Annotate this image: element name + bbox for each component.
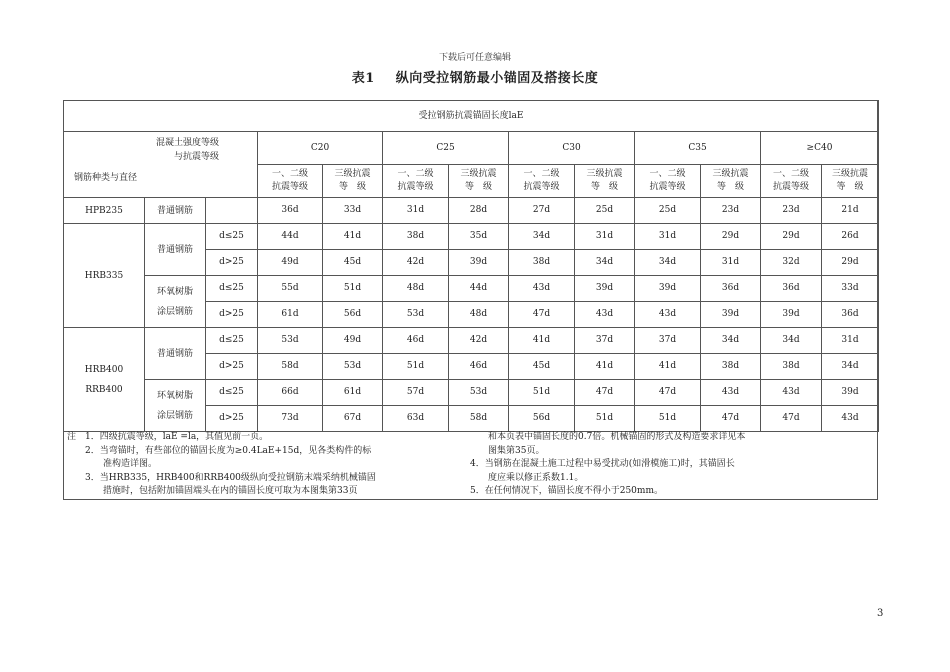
anchorage-value: 45d	[323, 250, 383, 276]
anchorage-value: 67d	[323, 406, 383, 432]
anchorage-value: 47d	[701, 406, 761, 432]
seismic-label-line: 三级抗震	[460, 169, 497, 179]
grade-c20: C20	[258, 132, 383, 165]
anchorage-value: 36d	[701, 276, 761, 302]
anchorage-value: 56d	[509, 406, 575, 432]
anchorage-value: 43d	[635, 302, 701, 328]
grade-c25: C25	[383, 132, 509, 165]
anchorage-value: 43d	[822, 406, 879, 432]
anchorage-value: 38d	[761, 354, 822, 380]
diameter-range: d>25	[206, 406, 258, 432]
diameter-range: d≤25	[206, 276, 258, 302]
seismic-label-line: 一、二级	[271, 169, 308, 179]
note-line: 5．在任何情况下，锚固长度不得小于250mm。	[470, 486, 663, 496]
anchorage-value: 31d	[575, 224, 635, 250]
note-line: 注 1．四级抗震等级，laE =la，其值见前一页。	[67, 432, 269, 442]
diameter-range: d>25	[206, 302, 258, 328]
note-line: 准构造详图。	[67, 459, 158, 469]
seismic-label-line: 等 级	[338, 182, 366, 192]
seismic-label-line: 抗震等级	[271, 182, 308, 192]
table-number: 表1	[351, 71, 375, 86]
anchorage-value: 25d	[635, 198, 701, 224]
anchorage-value: 31d	[822, 328, 879, 354]
diameter-range: d≤25	[206, 328, 258, 354]
header-note: 下载后可任意编辑	[438, 53, 511, 63]
anchorage-value: 47d	[635, 380, 701, 406]
anchorage-value: 42d	[449, 328, 509, 354]
note-line: 4．当钢筋在混凝土施工过程中易受扰动(如滑模施工)时，其锚固长	[470, 459, 735, 469]
seismic-label-line: 等 级	[836, 182, 864, 192]
steel-grade-line: RRB400	[85, 384, 123, 395]
diameter-range: d≤25	[206, 380, 258, 406]
steel-grade-line: HRB400	[84, 364, 124, 375]
anchorage-value: 61d	[323, 380, 383, 406]
rebar-type: 普通钢筋	[145, 328, 206, 380]
anchorage-value: 28d	[449, 198, 509, 224]
anchorage-value: 53d	[449, 380, 509, 406]
note-line: 图集第35页。	[470, 445, 545, 456]
seismic-label-line: 抗震等级	[772, 182, 809, 192]
table-title-text: 纵向受拉钢筋最小锚固及搭接长度	[395, 71, 599, 86]
anchorage-value: 35d	[449, 224, 509, 250]
anchorage-value: 29d	[822, 250, 879, 276]
anchorage-value: 42d	[383, 250, 449, 276]
anchorage-value: 36d	[258, 198, 323, 224]
seismic-label-line: 三级抗震	[334, 169, 371, 179]
anchorage-value: 63d	[383, 406, 449, 432]
corner-line-2: 与抗震等级	[174, 152, 220, 162]
anchorage-value: 33d	[323, 198, 383, 224]
anchorage-value: 21d	[822, 198, 879, 224]
anchorage-value: 53d	[258, 328, 323, 354]
anchorage-value: 31d	[635, 224, 701, 250]
anchorage-value: 58d	[449, 406, 509, 432]
anchorage-value: 51d	[323, 276, 383, 302]
grade-c30: C30	[509, 132, 635, 165]
steel-grade: HPB235	[64, 198, 145, 224]
anchorage-value: 51d	[575, 406, 635, 432]
anchorage-value: 47d	[761, 406, 822, 432]
anchorage-value: 47d	[509, 302, 575, 328]
anchorage-value: 38d	[383, 224, 449, 250]
anchorage-value: 23d	[761, 198, 822, 224]
diameter-range: d>25	[206, 354, 258, 380]
anchorage-value: 38d	[509, 250, 575, 276]
anchorage-value: 34d	[701, 328, 761, 354]
anchorage-value: 33d	[822, 276, 879, 302]
anchorage-value: 27d	[509, 198, 575, 224]
anchorage-value: 41d	[323, 224, 383, 250]
seismic-label-line: 一、二级	[772, 169, 809, 179]
anchorage-value: 46d	[449, 354, 509, 380]
anchorage-value: 45d	[509, 354, 575, 380]
anchorage-value: 34d	[822, 354, 879, 380]
anchorage-value: 34d	[575, 250, 635, 276]
anchorage-value: 49d	[323, 328, 383, 354]
anchorage-value: 48d	[449, 302, 509, 328]
seismic-label-line: 一、二级	[523, 169, 560, 179]
anchorage-value: 46d	[383, 328, 449, 354]
anchorage-value: 51d	[509, 380, 575, 406]
rebar-type-line: 涂层钢筋	[156, 306, 193, 317]
diameter-range: d>25	[206, 250, 258, 276]
seismic-label-line: 抗震等级	[649, 182, 686, 192]
anchorage-value: 29d	[761, 224, 822, 250]
anchorage-value: 39d	[701, 302, 761, 328]
anchorage-value: 48d	[383, 276, 449, 302]
table-frame	[63, 100, 878, 500]
anchorage-value: 41d	[575, 354, 635, 380]
anchorage-value: 47d	[575, 380, 635, 406]
anchorage-value: 49d	[258, 250, 323, 276]
anchorage-value: 37d	[635, 328, 701, 354]
seismic-label-line: 一、二级	[649, 169, 686, 179]
rebar-type: 普通钢筋	[145, 198, 206, 224]
anchorage-value: 43d	[575, 302, 635, 328]
seismic-label-line: 三级抗震	[586, 169, 623, 179]
anchorage-value: 57d	[383, 380, 449, 406]
steel-grade: HRB335	[64, 224, 145, 328]
rebar-type-line: 涂层钢筋	[156, 410, 193, 421]
anchorage-value: 39d	[761, 302, 822, 328]
anchorage-value: 32d	[761, 250, 822, 276]
anchorage-value: 25d	[575, 198, 635, 224]
anchorage-value: 39d	[575, 276, 635, 302]
diameter-range: d≤25	[206, 224, 258, 250]
seismic-label-line: 等 级	[590, 182, 618, 192]
grade-c40: ≥C40	[761, 132, 879, 165]
anchorage-value: 56d	[323, 302, 383, 328]
note-line: 度应乘以修正系数1.1。	[470, 472, 584, 483]
anchorage-value: 41d	[509, 328, 575, 354]
grade-c35: C35	[635, 132, 761, 165]
seismic-label-line: 三级抗震	[712, 169, 749, 179]
anchorage-value: 44d	[258, 224, 323, 250]
span-title: 受拉钢筋抗震锚固长度laE	[64, 101, 879, 132]
seismic-label-line: 一、二级	[397, 169, 434, 179]
anchorage-value: 43d	[701, 380, 761, 406]
rebar-type-line: 环氧树脂	[156, 390, 193, 401]
anchorage-value: 26d	[822, 224, 879, 250]
note-line: 2．当弯锚时，有些部位的锚固长度为≥0.4LaE+15d，见各类构件的标	[67, 445, 372, 456]
anchorage-value: 51d	[635, 406, 701, 432]
anchorage-value: 29d	[701, 224, 761, 250]
corner-line-3: 钢筋种类与直径	[74, 173, 138, 183]
rebar-type: 普通钢筋	[145, 224, 206, 276]
note-line: 和本页表中锚固长度的0.7倍。机械锚固的形式及构造要求详见本	[470, 432, 746, 442]
anchorage-value: 39d	[449, 250, 509, 276]
anchorage-value: 34d	[635, 250, 701, 276]
seismic-label-line: 等 级	[464, 182, 492, 192]
anchorage-value: 53d	[383, 302, 449, 328]
anchorage-value: 53d	[323, 354, 383, 380]
anchorage-value: 66d	[258, 380, 323, 406]
corner-line-1: 混凝土强度等级	[156, 138, 220, 148]
anchorage-value: 39d	[635, 276, 701, 302]
note-line: 3．当HRB335，HRB400和RRB400级纵向受拉钢筋末端采纳机械锚固	[67, 472, 376, 483]
seismic-label-line: 抗震等级	[523, 182, 560, 192]
anchorage-value: 44d	[449, 276, 509, 302]
anchorage-value: 38d	[701, 354, 761, 380]
anchorage-value: 61d	[258, 302, 323, 328]
note-line: 措施时，包括附加锚固端头在内的锚固长度可取为本图集第33页	[67, 486, 358, 496]
page-number: 3	[877, 608, 884, 619]
anchorage-value: 23d	[701, 198, 761, 224]
anchorage-value: 31d	[701, 250, 761, 276]
anchorage-value: 34d	[509, 224, 575, 250]
anchorage-value: 55d	[258, 276, 323, 302]
seismic-label-line: 等 级	[716, 182, 744, 192]
anchorage-value: 51d	[383, 354, 449, 380]
anchorage-value: 39d	[822, 380, 879, 406]
anchorage-value: 31d	[383, 198, 449, 224]
anchorage-value: 43d	[761, 380, 822, 406]
anchorage-value: 37d	[575, 328, 635, 354]
seismic-label-line: 抗震等级	[397, 182, 434, 192]
anchorage-value: 43d	[509, 276, 575, 302]
anchorage-value: 58d	[258, 354, 323, 380]
rebar-type-line: 环氧树脂	[156, 286, 193, 297]
table-title	[0, 67, 950, 86]
seismic-label-line: 三级抗震	[831, 169, 868, 179]
anchorage-value: 36d	[822, 302, 879, 328]
anchorage-value: 36d	[761, 276, 822, 302]
anchorage-value: 73d	[258, 406, 323, 432]
anchorage-value: 41d	[635, 354, 701, 380]
anchorage-value: 34d	[761, 328, 822, 354]
